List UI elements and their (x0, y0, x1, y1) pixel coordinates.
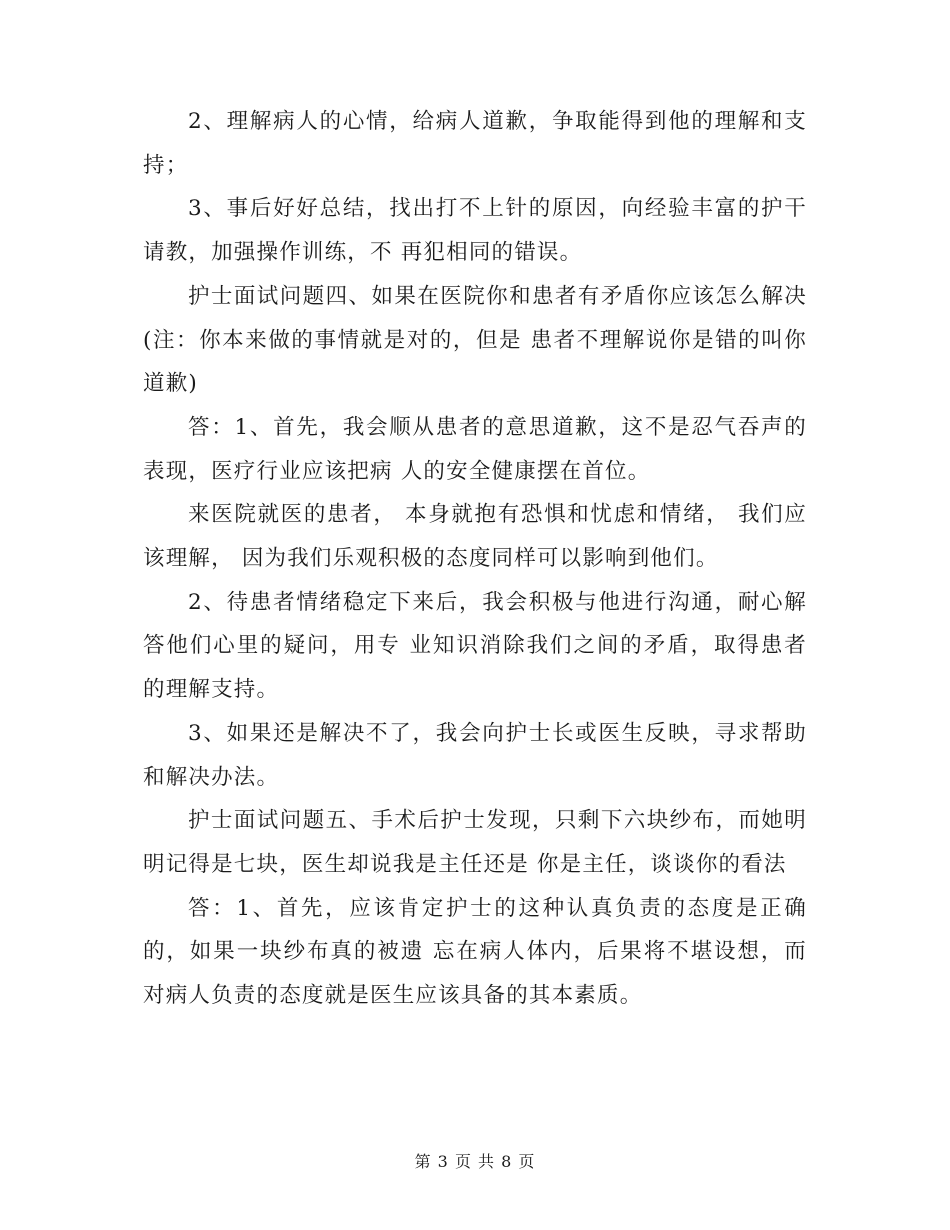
document-body (143, 100, 807, 1018)
paragraph: 答：1、首先，应该肯定护士的这种认真负责的态度是正确的，如果一块纱布真的被遗 忘在病人体内，后果将不堪设想，而对病人负责的态度就是医生应该具备的其本素质。 (143, 895, 807, 1009)
paragraph: 3、事后好好总结，找出打不上针的原因，向经验丰富的护干请教，加强操作训练，不 再犯相同的错误。 (143, 196, 807, 266)
paragraph: 3、如果还是解决不了，我会向护士长或医生反映，寻求帮助和解决办法。 (143, 720, 807, 790)
paragraph: 来医院就医的患者， 本身就抱有恐惧和忧虑和情绪， 我们应该理解， 因为我们乐观积极的态度同样可以影响到他们。 (143, 502, 807, 572)
paragraph: 护士面试问题四、如果在医院你和患者有矛盾你应该怎么解决(注：你本来做的事情就是对的，但是 患者不理解说你是错的叫你道歉) (143, 283, 807, 397)
page-number-footer: 第 3 页 共 8 页 (414, 1152, 536, 1171)
paragraph: 2、理解病人的心情，给病人道歉，争取能得到他的理解和支持； (143, 109, 807, 178)
paragraph: 答：1、首先，我会顺从患者的意思道歉，这不是忍气吞声的表现，医疗行业应该把病 人的安全健康摆在首位。 (143, 414, 807, 484)
paragraph: 护士面试问题五、手术后护士发现，只剩下六块纱布，而她明明记得是七块，医生却说我是主任还是 你是主任，谈谈你的看法 (143, 808, 807, 877)
paragraph: 2、待患者情绪稳定下来后，我会积极与他进行沟通，耐心解答他们心里的疑问，用专 业知识消除我们之间的矛盾，取得患者的理解支持。 (143, 589, 807, 703)
